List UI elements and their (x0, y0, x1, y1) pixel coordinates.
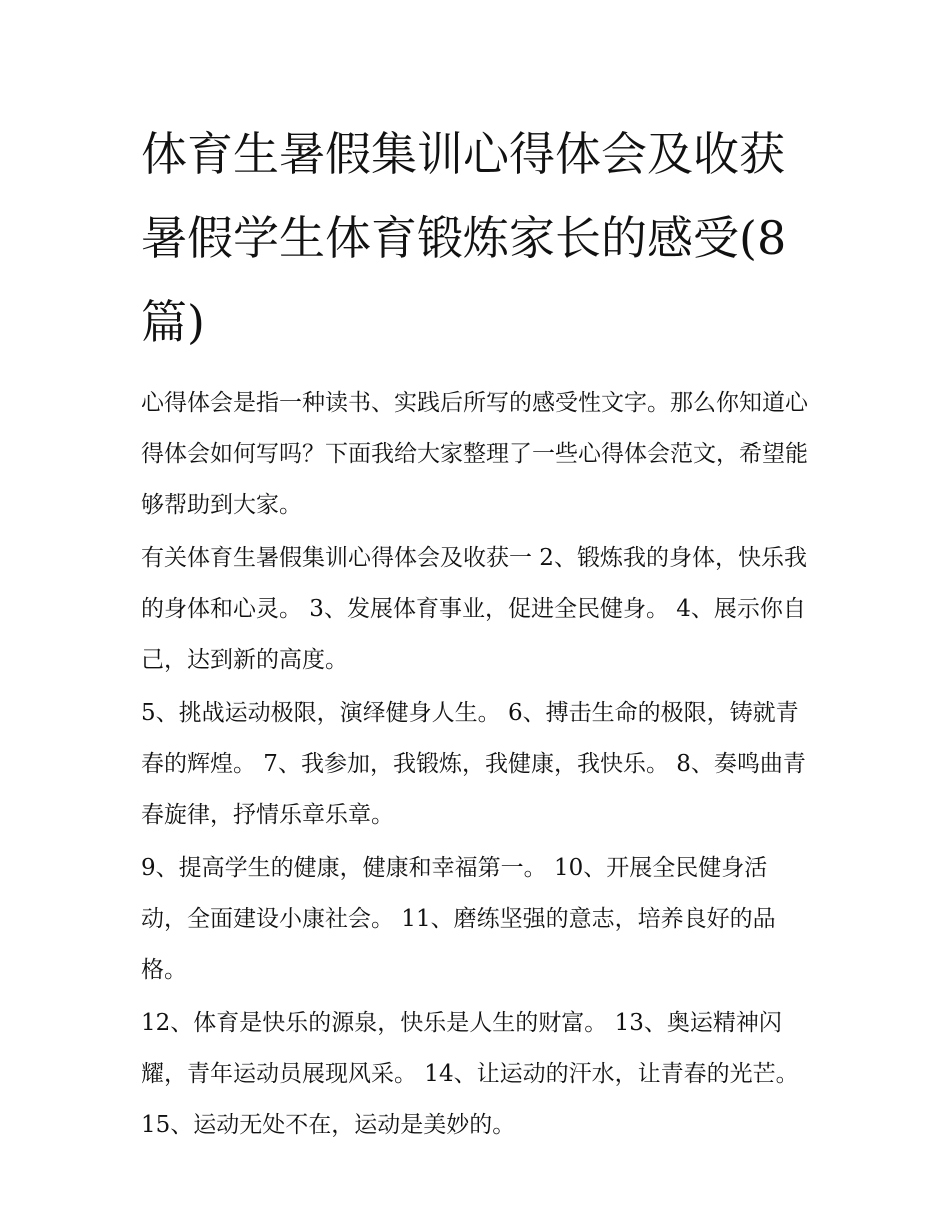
paragraph-3: 9、提高学生的健康，健康和幸福第一。 10、开展全民健身活动，全面建设小康社会。 11、磨练坚强的意志，培养良好的品格。 (141, 855, 776, 983)
paragraph-1: 有关体育生暑假集训心得体会及收获一 2、锻炼我的身体，快乐我的身体和心灵。 3、发展体育事业，促进全民健身。 4、展示你自己，达到新的高度。 (141, 545, 807, 673)
document-body (141, 112, 813, 1153)
paragraph-2: 5、挑战运动极限，演绎健身人生。 6、搏击生命的极限，铸就青春的辉煌。 7、我参加，我锻炼，我健康，我快乐。 8、奏鸣曲青春旋律，抒情乐章乐章。 (141, 700, 806, 828)
paragraph-intro: 心得体会是指一种读书、实践后所写的感受性文字。那么你知道心得体会如何写吗？下面我给大家整理了一些心得体会范文，希望能够帮助到大家。 (141, 390, 808, 518)
document-title: 体育生暑假集训心得体会及收获 暑假学生体育锻炼家长的感受(8篇) (141, 127, 787, 349)
paragraph-4: 12、体育是快乐的源泉，快乐是人生的财富。 13、奥运精神闪耀，青年运动员展现风采。 14、让运动的汗水，让青春的光芒。 15、运动无处不在，运动是美妙的。 (141, 1010, 799, 1138)
